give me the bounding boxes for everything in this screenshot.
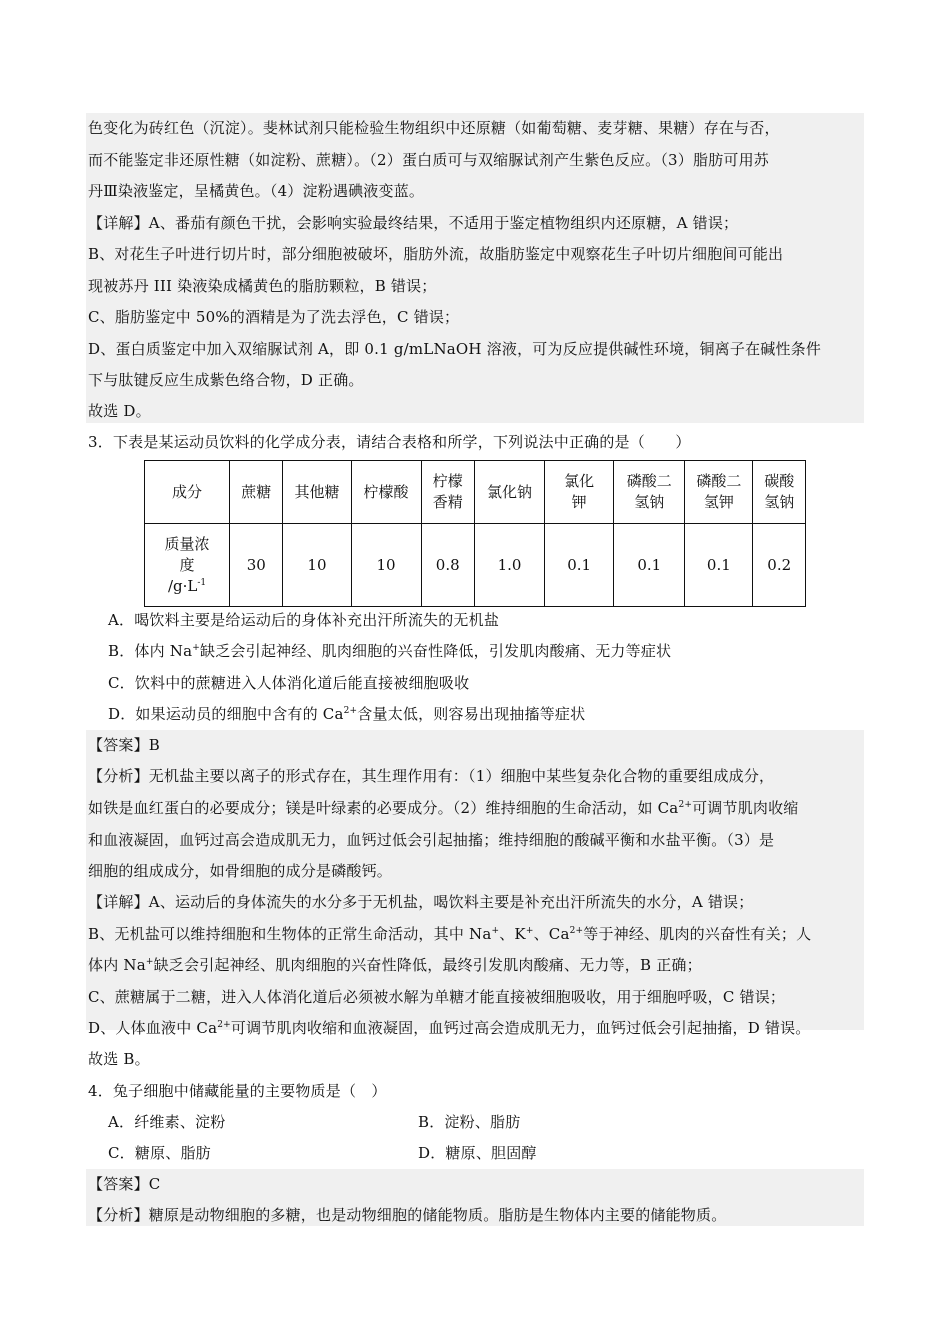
option-text: D．如果运动员的细胞中含有的 Ca (108, 705, 344, 723)
q4-option-c: C．糖原、脂肪 (108, 1144, 211, 1162)
header-label: 成分 (172, 482, 203, 501)
unit-exponent: -1 (197, 577, 207, 588)
q3-analysis-line: 【分析】无机盐主要以离子的形式存在，其生理作用有：（1）细胞中某些复杂化合物的重要组成成分， (88, 767, 775, 785)
option-text: 缺乏会引起神经、肌肉细胞的兴奋性降低，引发肌肉酸痛、无力等症状 (200, 642, 672, 660)
column-name: 氯化 (564, 472, 595, 490)
value-cell: 0.8 (421, 524, 474, 607)
column-header (545, 461, 614, 524)
column-name: 磷酸二 (696, 472, 742, 490)
q2-detail-line: 现被苏丹 III 染液染成橘黄色的脂肪颗粒，B 错误； (88, 277, 437, 295)
header-label-cell (145, 461, 230, 524)
detail-text: 体内 Na (88, 956, 146, 974)
q3-conclusion: 故选 B。 (88, 1050, 150, 1068)
table-value-row (145, 524, 806, 607)
column-name: 氯化钠 (487, 482, 533, 501)
q3-answer: 【答案】B (88, 736, 161, 754)
q4-analysis: 【分析】糖原是动物细胞的多糖，也是动物细胞的储能物质。脂肪是生物体内主要的储能物质。 (88, 1206, 727, 1224)
q3-detail-line (88, 955, 864, 975)
q3-option-c: C．饮料中的蔗糖进入人体消化道后能直接被细胞吸收 (108, 674, 470, 692)
ion-charge: + (145, 957, 154, 967)
q3-analysis-line: 细胞的组成成分，如骨细胞的成分是磷酸钙。 (88, 862, 393, 880)
column-name: 氢钾 (703, 493, 734, 511)
row-label: 质量浓 (164, 534, 210, 553)
column-name: 香精 (432, 493, 463, 511)
column-header (474, 461, 544, 524)
row-label-cell (145, 524, 230, 607)
option-text: 含量太低，则容易出现抽搐等症状 (357, 705, 586, 723)
q4-answer: 【答案】C (88, 1175, 161, 1193)
q2-detail-line: D、蛋白质鉴定中加入双缩脲试剂 A，即 0.1 g/mLNaOH 溶液，可为反应提供碱性环境，铜离子在碱性条件 (88, 340, 822, 358)
column-header (685, 461, 753, 524)
column-name: 柠檬酸 (363, 482, 409, 501)
q3-analysis-line: 和血液凝固，血钙过高会造成肌无力，血钙过低会引起抽搐；维持细胞的酸碱平衡和水盐平衡。（3）是 (88, 831, 775, 849)
column-header (283, 461, 351, 524)
column-name: 碳酸 (764, 472, 795, 490)
q3-option-b (108, 641, 884, 661)
q3-analysis-line (88, 798, 864, 818)
analysis-text: 可调节肌肉收缩 (692, 799, 799, 817)
column-name: 其他糖 (294, 482, 340, 501)
detail-text: 可调节肌肉收缩和血液凝固，血钙过高会造成肌无力，血钙过低会引起抽搐，D 错误。 (230, 1019, 811, 1037)
value-cell: 0.1 (545, 524, 614, 607)
column-name: 钾 (571, 493, 587, 511)
ion-charge: + (491, 926, 500, 936)
column-name: 柠檬 (432, 472, 463, 490)
value-cell: 30 (230, 524, 283, 607)
column-name: 氢钠 (764, 493, 795, 511)
detail-text: 、Ca (533, 925, 570, 943)
q3-option-d (108, 704, 884, 724)
value-cell: 1.0 (474, 524, 544, 607)
ion-charge: 2+ (569, 926, 584, 936)
detail-text: D、人体血液中 Ca (88, 1019, 218, 1037)
column-name: 磷酸二 (626, 472, 672, 490)
q2-detail-line: B、对花生子叶进行切片时，部分细胞被破坏，脂肪外流，故脂肪鉴定中观察花生子叶切片细胞间可能出 (88, 245, 784, 263)
q4-option-a: A．纤维素、淀粉 (108, 1113, 226, 1131)
value-cell: 0.1 (685, 524, 753, 607)
q3-detail-line: C、蔗糖属于二糖，进入人体消化道后必须被水解为单糖才能直接被细胞吸收，用于细胞呼吸，C 错误； (88, 988, 786, 1006)
q2-analysis-line: 丹Ⅲ染液鉴定，呈橘黄色。（4）淀粉遇碘液变蓝。 (88, 182, 425, 200)
beverage-composition-table (144, 460, 806, 607)
column-name: 蔗糖 (241, 482, 272, 501)
q4-stem: 4．兔子细胞中储藏能量的主要物质是（ ） (88, 1082, 387, 1100)
q2-detail-line: 【详解】A、番茄有颜色干扰，会影响实验最终结果，不适用于鉴定植物组织内还原糖，A 错误； (88, 214, 739, 232)
q2-conclusion: 故选 D。 (88, 402, 151, 420)
detail-text: 缺乏会引起神经、肌肉细胞的兴奋性降低，最终引发肌肉酸痛、无力等，B 正确； (153, 956, 702, 974)
row-label: 度 (179, 555, 195, 574)
table-header-row (145, 461, 806, 524)
option-text: B．体内 Na (108, 642, 193, 660)
q2-analysis-line: 色变化为砖红色（沉淀）。斐林试剂只能检验生物组织中还原糖（如葡萄糖、麦芽糖、果糖）存在与否， (88, 119, 780, 137)
q4-option-d: D．糖原、胆固醇 (418, 1144, 537, 1162)
ion-charge: 2+ (217, 1020, 231, 1030)
value-cell: 0.2 (753, 524, 806, 607)
row-label: /g·L (167, 576, 198, 595)
column-header (351, 461, 421, 524)
column-header (753, 461, 806, 524)
ion-charge: 2+ (343, 706, 358, 716)
column-header (614, 461, 685, 524)
q3-detail-line (88, 924, 864, 944)
detail-text: B、无机盐可以维持细胞和生物体的正常生命活动，其中 Na (88, 925, 492, 943)
column-header (421, 461, 474, 524)
value-cell: 10 (283, 524, 351, 607)
column-name: 氢钠 (634, 493, 665, 511)
q3-option-a: A．喝饮料主要是给运动后的身体补充出汗所流失的无机盐 (108, 611, 500, 629)
q3-stem: 3．下表是某运动员饮料的化学成分表，请结合表格和所学，下列说法中正确的是（ ） (88, 433, 691, 451)
detail-text: 、K (499, 925, 526, 943)
value-cell: 0.1 (614, 524, 685, 607)
value-cell: 10 (351, 524, 421, 607)
analysis-text: 如铁是血红蛋白的必要成分；镁是叶绿素的必要成分。（2）维持细胞的生命活动，如 Ca (88, 799, 679, 817)
ion-charge: + (525, 926, 534, 936)
q2-detail-line: 下与肽键反应生成紫色络合物，D 正确。 (88, 371, 364, 389)
ion-charge: + (192, 643, 201, 653)
q2-detail-line: C、脂肪鉴定中 50%的酒精是为了洗去浮色，C 错误； (88, 308, 460, 326)
q3-detail-line: 【详解】A、运动后的身体流失的水分多于无机盐，喝饮料主要是补充出汗所流失的水分，A 错误； (88, 893, 754, 911)
q2-analysis-line: 而不能鉴定非还原性糖（如淀粉、蔗糖）。（2）蛋白质可与双缩脲试剂产生紫色反应。（3）脂肪可用苏 (88, 151, 769, 169)
q4-option-b: B．淀粉、脂肪 (418, 1113, 521, 1131)
column-header (230, 461, 283, 524)
ion-charge: 2+ (678, 800, 693, 810)
detail-text: 等于神经、肌肉的兴奋性有关；人 (583, 925, 812, 943)
q3-detail-line (88, 1018, 864, 1038)
